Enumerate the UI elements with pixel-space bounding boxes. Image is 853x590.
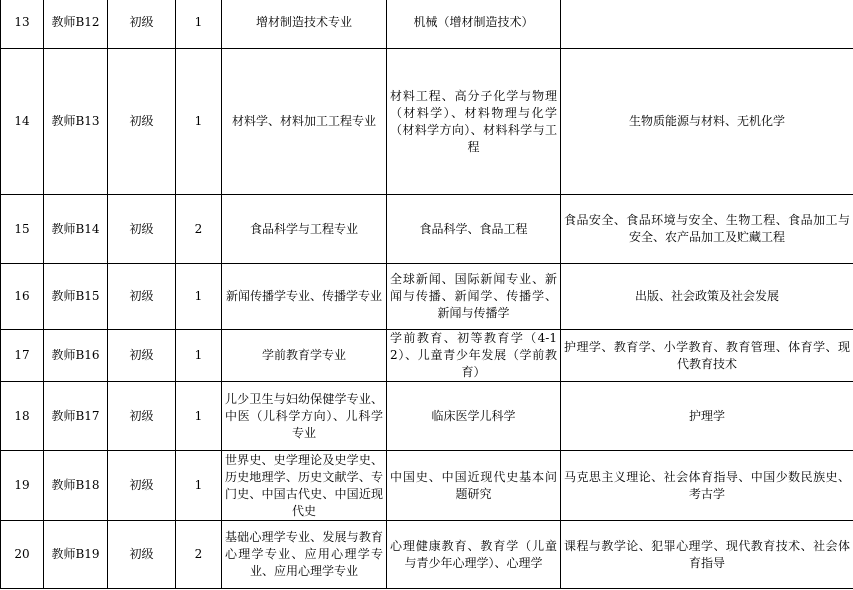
post-name: 教师B12 (44, 0, 108, 49)
major-requirement-2: 中国史、中国近现代史基本问题研究 (387, 451, 561, 521)
table-row (1, 451, 853, 521)
table-row (1, 330, 853, 382)
post-level: 初级 (108, 382, 176, 451)
related-majors: 生物质能源与材料、无机化学 (561, 49, 853, 195)
post-name: 教师B14 (44, 195, 108, 264)
related-majors: 出版、社会政策及社会发展 (561, 264, 853, 330)
post-level: 初级 (108, 264, 176, 330)
post-name: 教师B17 (44, 382, 108, 451)
related-majors: 食品安全、食品环境与安全、生物工程、食品加工与安全、农产品加工及贮藏工程 (561, 195, 853, 264)
row-number: 16 (1, 264, 44, 330)
post-level: 初级 (108, 49, 176, 195)
row-number: 14 (1, 49, 44, 195)
row-number: 19 (1, 451, 44, 521)
row-number: 13 (1, 0, 44, 49)
post-name: 教师B15 (44, 264, 108, 330)
hire-count: 2 (176, 521, 222, 589)
table-row (1, 0, 853, 49)
major-requirement-2: 临床医学儿科学 (387, 382, 561, 451)
table-row (1, 49, 853, 195)
related-majors: 护理学 (561, 382, 853, 451)
major-requirement-2: 学前教育、初等教育学（4-12）、儿童青少年发展（学前教育） (387, 330, 561, 382)
post-level: 初级 (108, 521, 176, 589)
post-name: 教师B16 (44, 330, 108, 382)
row-number: 17 (1, 330, 44, 382)
hire-count: 1 (176, 264, 222, 330)
major-requirement: 增材制造技术专业 (222, 0, 387, 49)
post-level: 初级 (108, 451, 176, 521)
related-majors: 课程与教学论、犯罪心理学、现代教育技术、社会体育指导 (561, 521, 853, 589)
row-number: 18 (1, 382, 44, 451)
major-requirement: 学前教育学专业 (222, 330, 387, 382)
major-requirement: 基础心理学专业、发展与教育心理学专业、应用心理学专业、应用心理学专业 (222, 521, 387, 589)
post-name: 教师B13 (44, 49, 108, 195)
hire-count: 1 (176, 49, 222, 195)
post-level: 初级 (108, 195, 176, 264)
major-requirement-2: 材料工程、高分子化学与物理（材料学）、材料物理与化学（材料学方向）、材料科学与工程 (387, 49, 561, 195)
related-majors: 马克思主义理论、社会体育指导、中国少数民族史、考古学 (561, 451, 853, 521)
major-requirement-2: 食品科学、食品工程 (387, 195, 561, 264)
major-requirement-2: 机械（增材制造技术） (387, 0, 561, 49)
major-requirement: 儿少卫生与妇幼保健学专业、中医（儿科学方向）、儿科学专业 (222, 382, 387, 451)
row-number: 20 (1, 521, 44, 589)
table-row (1, 195, 853, 264)
major-requirement: 新闻传播学专业、传播学专业 (222, 264, 387, 330)
hire-count: 1 (176, 330, 222, 382)
major-requirement: 材料学、材料加工工程专业 (222, 49, 387, 195)
hire-count: 1 (176, 0, 222, 49)
hire-count: 2 (176, 195, 222, 264)
hire-count: 1 (176, 382, 222, 451)
post-name: 教师B19 (44, 521, 108, 589)
table-row (1, 382, 853, 451)
table-row (1, 264, 853, 330)
post-level: 初级 (108, 0, 176, 49)
post-level: 初级 (108, 330, 176, 382)
table-row (1, 521, 853, 589)
hire-count: 1 (176, 451, 222, 521)
related-majors (561, 0, 853, 49)
post-name: 教师B18 (44, 451, 108, 521)
row-number: 15 (1, 195, 44, 264)
major-requirement-2: 全球新闻、国际新闻专业、新闻与传播、新闻学、传播学、新闻与传播学 (387, 264, 561, 330)
major-requirement-2: 心理健康教育、教育学（儿童与青少年心理学）、心理学 (387, 521, 561, 589)
related-majors: 护理学、教育学、小学教育、教育管理、体育学、现代教育技术 (561, 330, 853, 382)
major-requirement: 食品科学与工程专业 (222, 195, 387, 264)
major-requirement: 世界史、史学理论及史学史、历史地理学、历史文献学、专门史、中国古代史、中国近现代史 (222, 451, 387, 521)
